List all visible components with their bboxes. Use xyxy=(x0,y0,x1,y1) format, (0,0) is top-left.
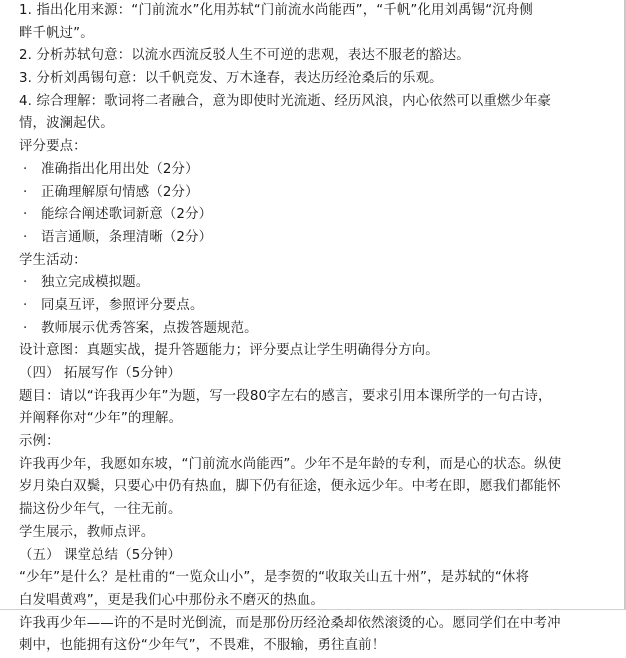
line-text: 情，波澜起伏。 xyxy=(19,116,114,132)
line-text: 2. 分析苏轼句意：以流水西流反驳人生不可逆的悲观，表达不服老的豁达。 xyxy=(19,48,470,64)
bullet-marker: · xyxy=(23,207,28,223)
line-text: 学生展示，教师点评。 xyxy=(19,524,155,540)
text-line xyxy=(19,45,615,68)
text-line xyxy=(19,113,615,136)
bullet-text: 教师展示优秀答案，点拨答题规范。 xyxy=(41,320,258,336)
text-line xyxy=(19,476,615,499)
line-text: 设计意图：真题实战，提升答题能力；评分要点让学生明确得分方向。 xyxy=(19,343,439,359)
text-line xyxy=(19,386,615,409)
line-text: 许我再少年——许的不是时光倒流，而是那份历经沧桑却依然滚烫的心。愿同学们在中考冲 xyxy=(19,615,561,631)
text-line xyxy=(19,613,615,636)
text-line xyxy=(19,340,615,363)
bullet-text: 同桌互评，参照评分要点。 xyxy=(41,297,204,313)
text-line xyxy=(19,23,615,46)
bullet-marker: · xyxy=(23,229,28,245)
line-text: 题目：请以“许我再少年”为题，写一段80字左右的感言，要求引用本课所学的一句古诗， xyxy=(19,388,552,404)
page-bottom-edge xyxy=(0,609,626,610)
bullet-list-item xyxy=(19,295,615,318)
bullet-marker: · xyxy=(23,275,28,291)
text-line xyxy=(19,431,615,454)
text-line xyxy=(19,522,615,545)
text-line xyxy=(19,0,615,23)
text-line xyxy=(19,545,615,568)
text-line xyxy=(19,454,615,477)
text-line xyxy=(19,250,615,273)
line-text: 畔千帆过”。 xyxy=(19,25,94,41)
line-text: 岁月染白双鬓，只要心中仍有热血，脚下仍有征途，便永远少年。中考在即，愿我们都能怀 xyxy=(19,479,561,495)
line-text: 1. 指出化用来源：“门前流水”化用苏轼“门前流水尚能西”，“千帆”化用刘禹锡“沉舟侧 xyxy=(19,3,533,18)
line-text: 揣这份少年气，一往无前。 xyxy=(19,502,182,518)
bullet-text: 独立完成模拟题。 xyxy=(41,275,150,291)
line-text: 许我再少年，我愿如东坡，“门前流水尚能西”。少年不是年龄的专利，而是心的状态。纵使 xyxy=(19,456,562,472)
document-body xyxy=(19,0,615,658)
line-text: 并阐释你对“少年”的理解。 xyxy=(19,411,183,427)
line-text: 4. 综合理解：歌词将二者融合，意为即使时光流逝、经历风浪，内心依然可以重燃少年豪 xyxy=(19,93,552,109)
text-line xyxy=(19,91,615,114)
text-line xyxy=(19,363,615,386)
bullet-marker: · xyxy=(23,297,28,313)
line-text: 示例： xyxy=(19,434,60,450)
line-text: 学生活动： xyxy=(19,252,87,268)
text-line xyxy=(19,635,615,658)
line-text: 评分要点： xyxy=(19,139,87,155)
bullet-list-item xyxy=(19,272,615,295)
line-text: （四） 拓展写作（5分钟） xyxy=(19,366,182,381)
line-text: （五） 课堂总结（5分钟） xyxy=(19,547,182,563)
bullet-marker: · xyxy=(23,320,28,336)
line-text: “少年”是什么？是杜甫的“一览众山小”，是李贺的“收取关山五十州”，是苏轼的“休将 xyxy=(19,570,529,586)
text-line xyxy=(19,567,615,590)
line-text: 3. 分析刘禹锡句意：以千帆竞发、万木逢春，表达历经沧桑后的乐观。 xyxy=(19,71,443,87)
bullet-marker: · xyxy=(23,161,28,177)
bullet-list-item xyxy=(19,159,615,182)
bullet-text: 能综合阐述歌词新意（2分） xyxy=(41,207,213,223)
line-text: 刺中，也能拥有这份“少年气”，不畏难，不服输，勇往直前！ xyxy=(19,638,386,654)
line-text: 白发唱黄鸡”，更是我们心中那份永不磨灭的热血。 xyxy=(19,592,324,608)
text-line xyxy=(19,68,615,91)
bullet-list-item xyxy=(19,318,615,341)
bullet-list-item xyxy=(19,227,615,250)
bullet-list-item xyxy=(19,204,615,227)
text-line xyxy=(19,408,615,431)
text-line xyxy=(19,499,615,522)
bullet-marker: · xyxy=(23,184,28,200)
text-line xyxy=(19,136,615,159)
bullet-list-item xyxy=(19,182,615,205)
bullet-text: 正确理解原句情感（2分） xyxy=(41,184,199,200)
bullet-text: 准确指出化用出处（2分） xyxy=(41,161,199,177)
bullet-text: 语言通顺，条理清晰（2分） xyxy=(41,229,213,245)
